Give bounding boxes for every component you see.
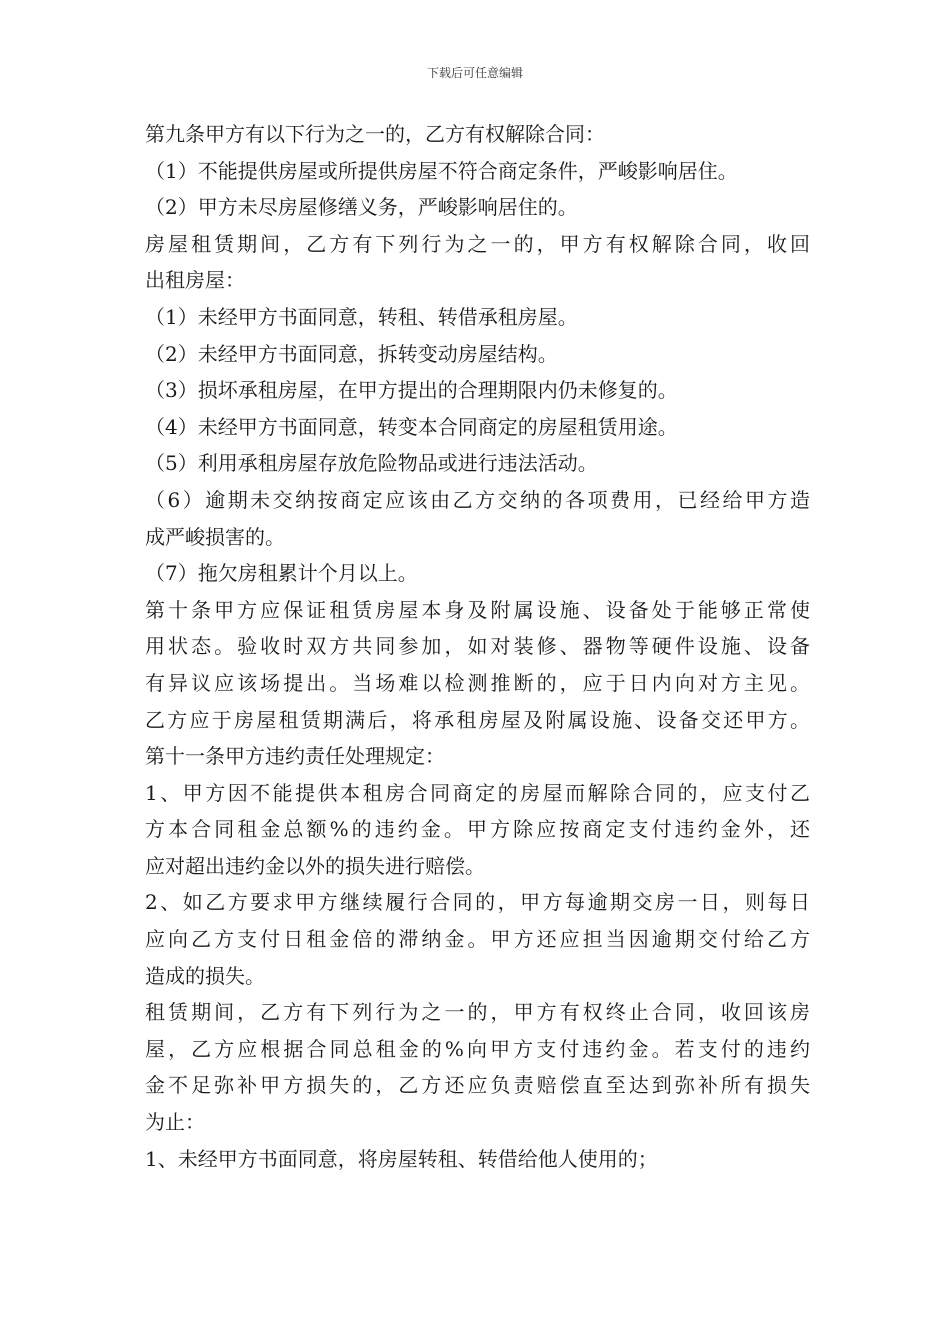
paragraph-line: 为止： xyxy=(145,1110,205,1135)
page-header-note: 下载后可任意编辑 xyxy=(426,66,523,80)
paragraph-line: 屋，乙方应根据合同总租金的%向甲方支付违约金。若支付的违约 xyxy=(145,1036,810,1061)
paragraph-line: 应向乙方支付日租金倍的滞纳金。甲方还应担当因逾期交付给乙方 xyxy=(145,927,810,952)
paragraph-line: 乙方应于房屋租赁期满后，将承租房屋及附属设施、设备交还甲方。 xyxy=(145,707,810,732)
paragraph-line: 用状态。验收时双方共同参加，如对装修、器物等硬件设施、设备 xyxy=(145,634,810,659)
paragraph-line: 方本合同租金总额%的违约金。甲方除应按商定支付违约金外，还 xyxy=(145,817,810,842)
paragraph-line: （1）不能提供房屋或所提供房屋不符合商定条件，严峻影响居住。 xyxy=(145,158,738,183)
paragraph-line: （6）逾期未交纳按商定应该由乙方交纳的各项费用，已经给甲方造 xyxy=(145,487,810,512)
paragraph-line: 房屋租赁期间，乙方有下列行为之一的，甲方有权解除合同，收回 xyxy=(145,231,810,256)
paragraph-line: （1）未经甲方书面同意，转租、转借承租房屋。 xyxy=(145,304,578,329)
paragraph-line: （4）未经甲方书面同意，转变本合同商定的房屋租赁用途。 xyxy=(145,414,678,439)
paragraph-line: 第十一条甲方违约责任处理规定： xyxy=(145,744,445,769)
paragraph-line: 1、未经甲方书面同意，将房屋转租、转借给他人使用的； xyxy=(145,1146,658,1171)
paragraph-line: 1、甲方因不能提供本租房合同商定的房屋而解除合同的，应支付乙 xyxy=(145,780,810,805)
paragraph-line: 造成的损失。 xyxy=(145,963,265,988)
paragraph-line: 第十条甲方应保证租赁房屋本身及附属设施、设备处于能够正常使 xyxy=(145,597,810,622)
paragraph-line: 金不足弥补甲方损失的，乙方还应负责赔偿直至达到弥补所有损失 xyxy=(145,1073,810,1098)
paragraph-line: 2、如乙方要求甲方继续履行合同的，甲方每逾期交房一日，则每日 xyxy=(145,890,810,915)
paragraph-line: 第九条甲方有以下行为之一的，乙方有权解除合同： xyxy=(145,122,605,146)
paragraph-line: （7）拖欠房租累计个月以上。 xyxy=(145,561,418,586)
paragraph-line: 有异议应该场提出。当场难以检测推断的，应于日内向对方主见。 xyxy=(145,670,810,695)
paragraph-line: （2）甲方未尽房屋修缮义务，严峻影响居住的。 xyxy=(145,195,578,220)
paragraph-line: 成严峻损害的。 xyxy=(145,524,285,549)
paragraph-line: 租赁期间，乙方有下列行为之一的，甲方有权终止合同，收回该房 xyxy=(145,1000,810,1025)
paragraph-line: 应对超出违约金以外的损失进行赔偿。 xyxy=(145,853,485,878)
document-body xyxy=(145,116,810,1177)
paragraph-line: 出租房屋： xyxy=(145,268,245,293)
paragraph-line: （3）损坏承租房屋，在甲方提出的合理期限内仍未修复的。 xyxy=(145,378,678,403)
paragraph-line: （5）利用承租房屋存放危险物品或进行违法活动。 xyxy=(145,451,598,476)
paragraph-line: （2）未经甲方书面同意，拆转变动房屋结构。 xyxy=(145,341,558,366)
